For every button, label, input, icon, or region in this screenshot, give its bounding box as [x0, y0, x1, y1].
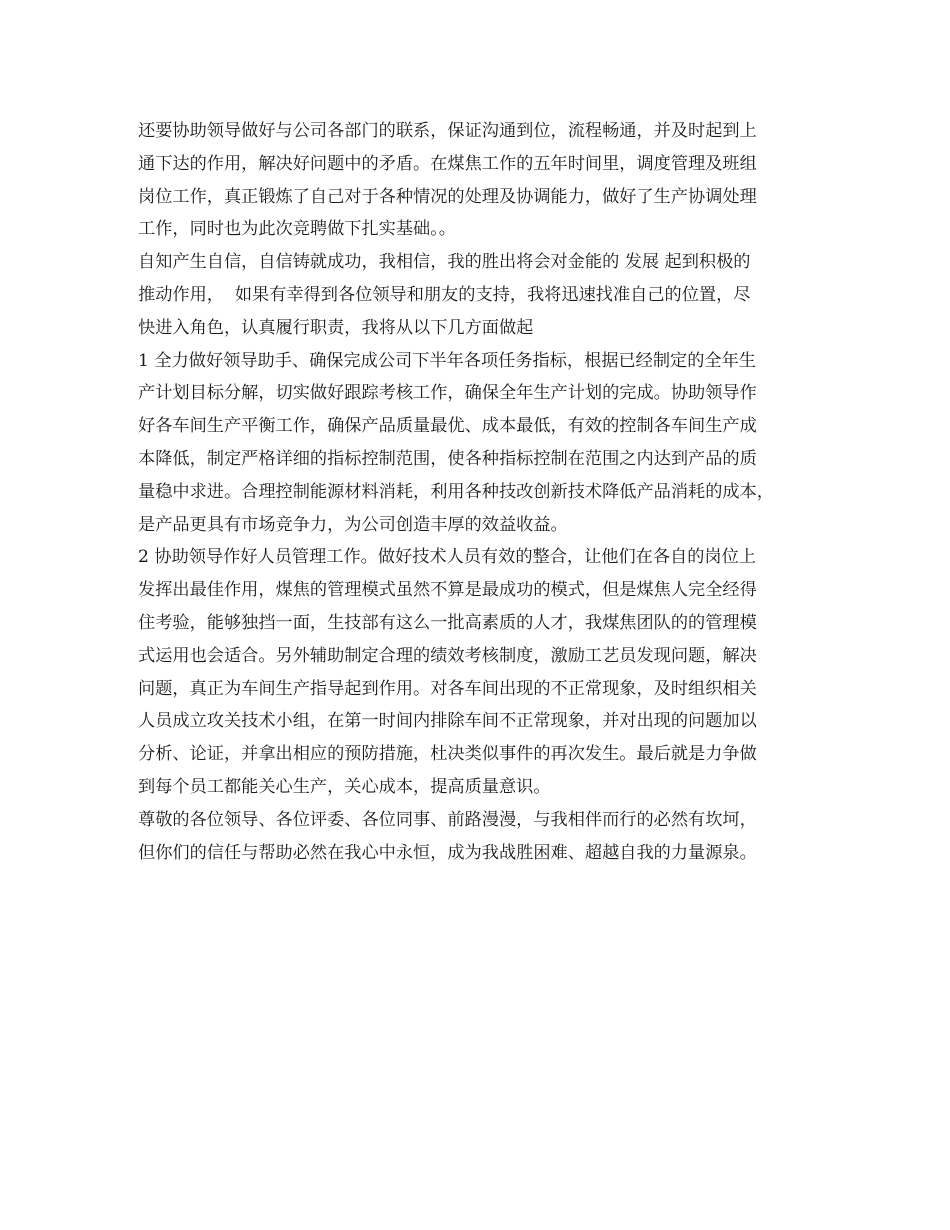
- text-line: 还要协助领导做好与公司各部门的联系，保证沟通到位，流程畅通，并及时起到上: [138, 121, 757, 141]
- text-line: 但你们的信任与帮助必然在我心中永恒，成为我战胜困难、超越自我的力量源泉。: [138, 842, 757, 863]
- text-line: 到每个员工都能关心生产，关心成本，提高质量意识。: [138, 776, 551, 797]
- text-line: 快进入角色，认真履行职责，我将从以下几方面做起: [138, 317, 534, 338]
- text-line: 本降低，制定严格详细的指标控制范围，使各种指标控制在范围之内达到产品的质: [138, 448, 757, 469]
- text-line: 岗位工作，真正锻炼了自己对于各种情况的处理及协调能力，做好了生产协调处理: [138, 186, 757, 207]
- document-body: [138, 115, 818, 869]
- text-line: 2 协助领导作好人员管理工作。做好技术人员有效的整合，让他们在各自的岗位上: [138, 547, 756, 568]
- text-line: 式运用也会适合。另外辅助制定合理的绩效考核制度，激励工艺员发现问题，解决: [138, 645, 757, 666]
- text-line: 自知产生自信，自信铸就成功，我相信，我的胜出将会对金能的 发展 起到积极的: [138, 252, 751, 273]
- text-line: 好各车间生产平衡工作，确保产品质量最优、成本最低，有效的控制各车间生产成: [138, 416, 757, 437]
- text-line: 是产品更具有市场竞争力，为公司创造丰厚的效益收益。: [138, 514, 568, 535]
- text-line: 人员成立攻关技术小组，在第一时间内排除车间不正常现象，并对出现的问题加以: [138, 711, 757, 732]
- text-line: 推动作用， 如果有幸得到各位领导和朋友的支持，我将迅速找准自己的位置，尽: [138, 284, 751, 305]
- text-line: 问题，真正为车间生产指导起到作用。对各车间出现的不正常现象，及时组织相关: [138, 678, 757, 699]
- text-line: 住考验，能够独挡一面，生技部有这么一批高素质的人才，我煤焦团队的的管理模: [138, 612, 757, 633]
- text-line: 发挥出最佳作用，煤焦的管理模式虽然不算是最成功的模式，但是煤焦人完全经得: [138, 580, 757, 601]
- text-line: 分析、论证，并拿出相应的预防措施，杜决类似事件的再次发生。最后就是力争做: [138, 744, 757, 765]
- text-line: 产计划目标分解，切实做好跟踪考核工作，确保全年生产计划的完成。协助领导作: [138, 383, 757, 404]
- text-line: 1 全力做好领导助手、确保完成公司下半年各项任务指标，根据已经制定的全年生: [138, 350, 756, 371]
- text-line: 工作，同时也为此次竞聘做下扎实基础。。: [138, 219, 456, 240]
- text-line: 量稳中求进。合理控制能源材料消耗，利用各种技改创新技术降低产品消耗的成本，: [138, 481, 774, 502]
- text-line: 通下达的作用，解决好问题中的矛盾。在煤焦工作的五年时间里，调度管理及班组: [138, 153, 757, 174]
- text-line: 尊敬的各位领导、各位评委、各位同事、前路漫漫，与我相伴而行的必然有坎坷，: [138, 809, 757, 830]
